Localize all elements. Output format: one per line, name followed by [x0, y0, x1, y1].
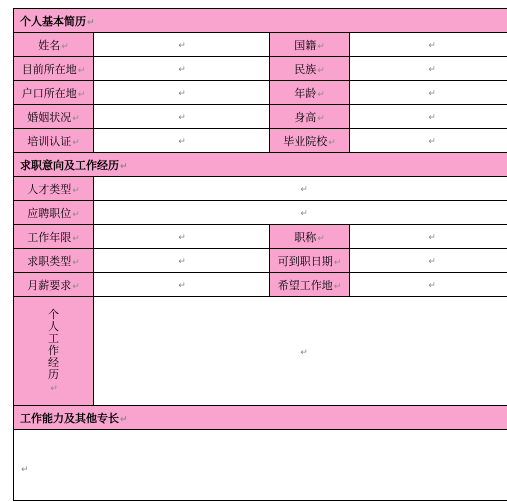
field-height[interactable]: ↵: [350, 105, 507, 129]
resume-form-table: [13, 8, 507, 501]
field-experience[interactable]: ↵: [94, 297, 507, 406]
label-marital: 婚姻状况↵: [14, 105, 94, 129]
field-position[interactable]: ↵: [94, 201, 507, 225]
label-age: 年龄↵: [270, 81, 350, 105]
field-nationality[interactable]: ↵: [350, 33, 507, 57]
field-ethnicity[interactable]: ↵: [350, 57, 507, 81]
table-row: [14, 177, 507, 201]
field-location[interactable]: ↵: [94, 57, 270, 81]
field-name[interactable]: ↵: [94, 33, 270, 57]
table-row: [14, 249, 507, 273]
section-skills-header: 工作能力及其他专长↵: [14, 406, 507, 430]
field-marital[interactable]: ↵: [94, 105, 270, 129]
section-basic-title: 个人基本简历: [20, 14, 86, 28]
field-title[interactable]: ↵: [350, 225, 507, 249]
label-nationality: 国籍↵: [270, 33, 350, 57]
section-skills-row: [14, 406, 507, 430]
label-title: 职称↵: [270, 225, 350, 249]
skills-row: [14, 430, 507, 501]
section-intent-row: [14, 153, 507, 177]
table-row: [14, 105, 507, 129]
field-talent-type[interactable]: ↵: [94, 177, 507, 201]
field-skills[interactable]: ↵: [14, 430, 507, 501]
field-job-type[interactable]: ↵: [94, 249, 270, 273]
field-salary[interactable]: ↵: [94, 273, 270, 297]
label-years: 工作年限↵: [14, 225, 94, 249]
label-experience: 个人工作经历 ↵: [14, 297, 94, 406]
label-location: 目前所在地↵: [14, 57, 94, 81]
table-row: [14, 33, 507, 57]
label-job-type: 求职类型↵: [14, 249, 94, 273]
table-row: [14, 225, 507, 249]
label-height: 身高↵: [270, 105, 350, 129]
field-hukou[interactable]: ↵: [94, 81, 270, 105]
field-age[interactable]: ↵: [350, 81, 507, 105]
section-intent-header: 求职意向及工作经历↵: [14, 153, 507, 177]
section-intent-title: 求职意向及工作经历: [20, 158, 119, 172]
label-hukou: 户口所在地↵: [14, 81, 94, 105]
label-name: 姓名↵: [14, 33, 94, 57]
label-ethnicity: 民族↵: [270, 57, 350, 81]
section-basic-row: [14, 9, 507, 33]
field-work-place[interactable]: ↵: [350, 273, 507, 297]
table-row: [14, 201, 507, 225]
section-basic-header: 个人基本简历↵: [14, 9, 507, 33]
table-row: [14, 129, 507, 153]
field-training[interactable]: ↵: [94, 129, 270, 153]
label-school: 毕业院校↵: [270, 129, 350, 153]
field-start-date[interactable]: ↵: [350, 249, 507, 273]
label-work-place: 希望工作地↵: [270, 273, 350, 297]
label-talent-type: 人才类型↵: [14, 177, 94, 201]
label-start-date: 可到职日期↵: [270, 249, 350, 273]
table-row: [14, 57, 507, 81]
field-years[interactable]: ↵: [94, 225, 270, 249]
field-school[interactable]: ↵: [350, 129, 507, 153]
label-training: 培训认证↵: [14, 129, 94, 153]
experience-row: [14, 297, 507, 406]
section-skills-title: 工作能力及其他专长: [20, 411, 119, 425]
table-row: [14, 273, 507, 297]
table-row: [14, 81, 507, 105]
label-salary: 月薪要求↵: [14, 273, 94, 297]
label-position: 应聘职位↵: [14, 201, 94, 225]
